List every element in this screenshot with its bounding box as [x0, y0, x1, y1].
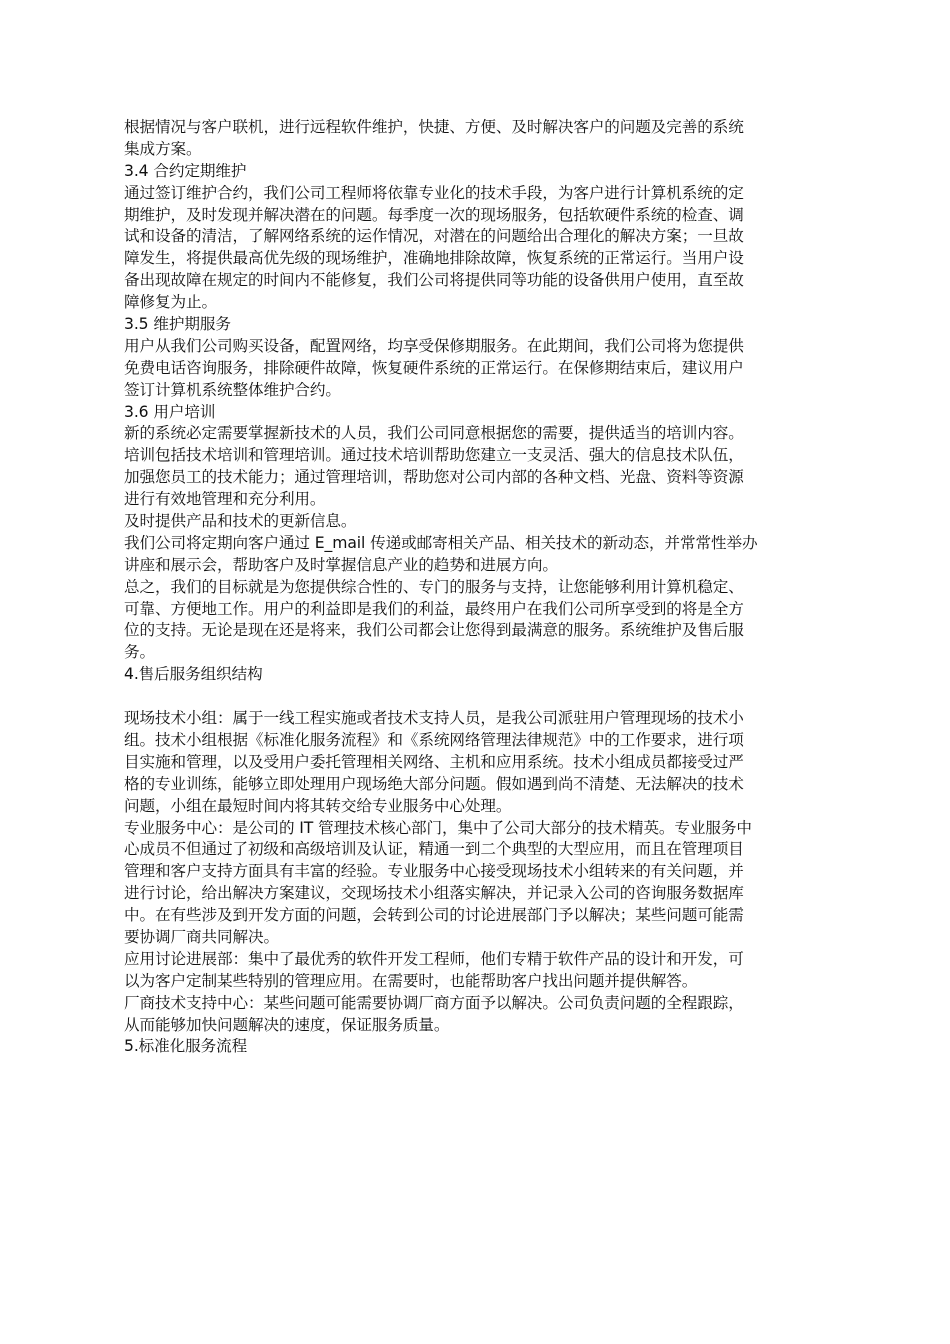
text-line: 新的系统必定需要掌握新技术的人员，我们公司同意根据您的需要，提供适当的培训内容。 — [124, 424, 744, 443]
section-heading-4: 4.售后服务组织结构 — [124, 665, 263, 684]
text-line: 备出现故障在规定的时间内不能修复，我们公司将提供同等功能的设备供用户使用，直至故 — [124, 271, 744, 290]
text-line: 专业服务中心：是公司的 IT 管理技术核心部门，集中了公司大部分的技术精英。专业服务中 — [124, 818, 752, 837]
text-line: 要协调厂商共同解决。 — [124, 927, 279, 946]
text-line: 务。 — [124, 643, 155, 662]
text-line: 目实施和管理，以及受用户委托管理相关网络、主机和应用系统。技术小组成员都接受过严 — [124, 752, 744, 771]
text-line: 问题，小组在最短时间内将其转交给专业服务中心处理。 — [124, 796, 512, 815]
text-line: 集成方案。 — [124, 139, 202, 158]
text-line: 及时提供产品和技术的更新信息。 — [124, 512, 357, 531]
section-heading-5 — [124, 1058, 832, 1080]
text-line: 现场技术小组：属于一线工程实施或者技术支持人员，是我公司派驻用户管理现场的技术小 — [124, 709, 744, 728]
text-line: 障发生，将提供最高优先级的现场维护，准确地排除故障，恢复系统的正常运行。当用户设 — [124, 249, 744, 268]
text-line: 进行有效地管理和充分利用。 — [124, 490, 326, 509]
text-line: 从而能够加快问题解决的速度，保证服务质量。 — [124, 1015, 450, 1034]
text-line: 试和设备的清洁，了解网络系统的运作情况，对潜在的问题给出合理化的解决方案；一旦故 — [124, 227, 744, 246]
text-line: 位的支持。无论是现在还是将来，我们公司都会让您得到最满意的服务。系统维护及售后服 — [124, 621, 744, 640]
blank-line — [124, 686, 832, 708]
text-line: 总之，我们的目标就是为您提供综合性的、专门的服务与支持，让您能够利用计算机稳定、 — [124, 577, 744, 596]
section-heading-3-4: 3.4 合约定期维护 — [124, 161, 247, 180]
text-line: 培训包括技术培训和管理培训。通过技术培训帮助您建立一支灵活、强大的信息技术队伍， — [124, 446, 744, 465]
text-line: 免费电话咨询服务，排除硬件故障，恢复硬件系统的正常运行。在保修期结束后，建议用户 — [124, 358, 744, 377]
text-line: 5.标准化服务流程 — [124, 1037, 248, 1056]
text-line: 以为客户定制某些特别的管理应用。在需要时，也能帮助客户找出问题并提供解答。 — [124, 971, 698, 990]
section-heading-3-6: 3.6 用户培训 — [124, 402, 216, 421]
text-line: 管理和客户支持方面具有丰富的经验。专业服务中心接受现场技术小组转来的有关问题，并 — [124, 862, 744, 881]
text-line: 心成员不但通过了初级和高级培训及认证，精通一到二个典型的大型应用，而且在管理项目 — [124, 840, 744, 859]
text-line: 加强您员工的技术能力；通过管理培训，帮助您对公司内部的各种文档、光盘、资料等资源 — [124, 468, 744, 487]
text-line: 期维护，及时发现并解决潜在的问题。每季度一次的现场服务，包括软硬件系统的检查、调 — [124, 205, 744, 224]
text-line: 应用讨论进展部：集中了最优秀的软件开发工程师，他们专精于软件产品的设计和开发，可 — [124, 949, 744, 968]
text-line: 厂商技术支持中心：某些问题可能需要协调厂商方面予以解决。公司负责问题的全程跟踪， — [124, 993, 744, 1012]
text-line: 格的专业训练，能够立即处理用户现场绝大部分问题。假如遇到尚不清楚、无法解决的技术 — [124, 774, 744, 793]
text-line: 讲座和展示会，帮助客户及时掌握信息产业的趋势和进展方向。 — [124, 555, 558, 574]
text-line: 我们公司将定期向客户通过 E_mail 传递或邮寄相关产品、相关技术的新动态，并常常性举办 — [124, 533, 758, 552]
text-line: 签订计算机系统整体维护合约。 — [124, 380, 341, 399]
text-line: 组。技术小组根据《标准化服务流程》和《系统网络管理法律规范》中的工作要求，进行项 — [124, 730, 744, 749]
text-line: 障修复为止。 — [124, 293, 217, 312]
text-line: 用户从我们公司购买设备，配置网络，均享受保修期服务。在此期间，我们公司将为您提供 — [124, 336, 744, 355]
text-line: 中。在有些涉及到开发方面的问题，会转到公司的讨论进展部门予以解决；某些问题可能需 — [124, 906, 744, 925]
text-line: 进行讨论，给出解决方案建议，交现场技术小组落实解决，并记录入公司的咨询服务数据库 — [124, 884, 744, 903]
text-line: 可靠、方便地工作。用户的利益即是我们的利益，最终用户在我们公司所享受到的将是全方 — [124, 599, 744, 618]
document-page — [124, 117, 832, 1080]
section-heading-3-5: 3.5 维护期服务 — [124, 315, 231, 334]
text-line: 根据情况与客户联机，进行远程软件维护，快捷、方便、及时解决客户的问题及完善的系统 — [124, 118, 744, 136]
text-line: 通过签订维护合约，我们公司工程师将依靠专业化的技术手段，为客户进行计算机系统的定 — [124, 183, 744, 202]
